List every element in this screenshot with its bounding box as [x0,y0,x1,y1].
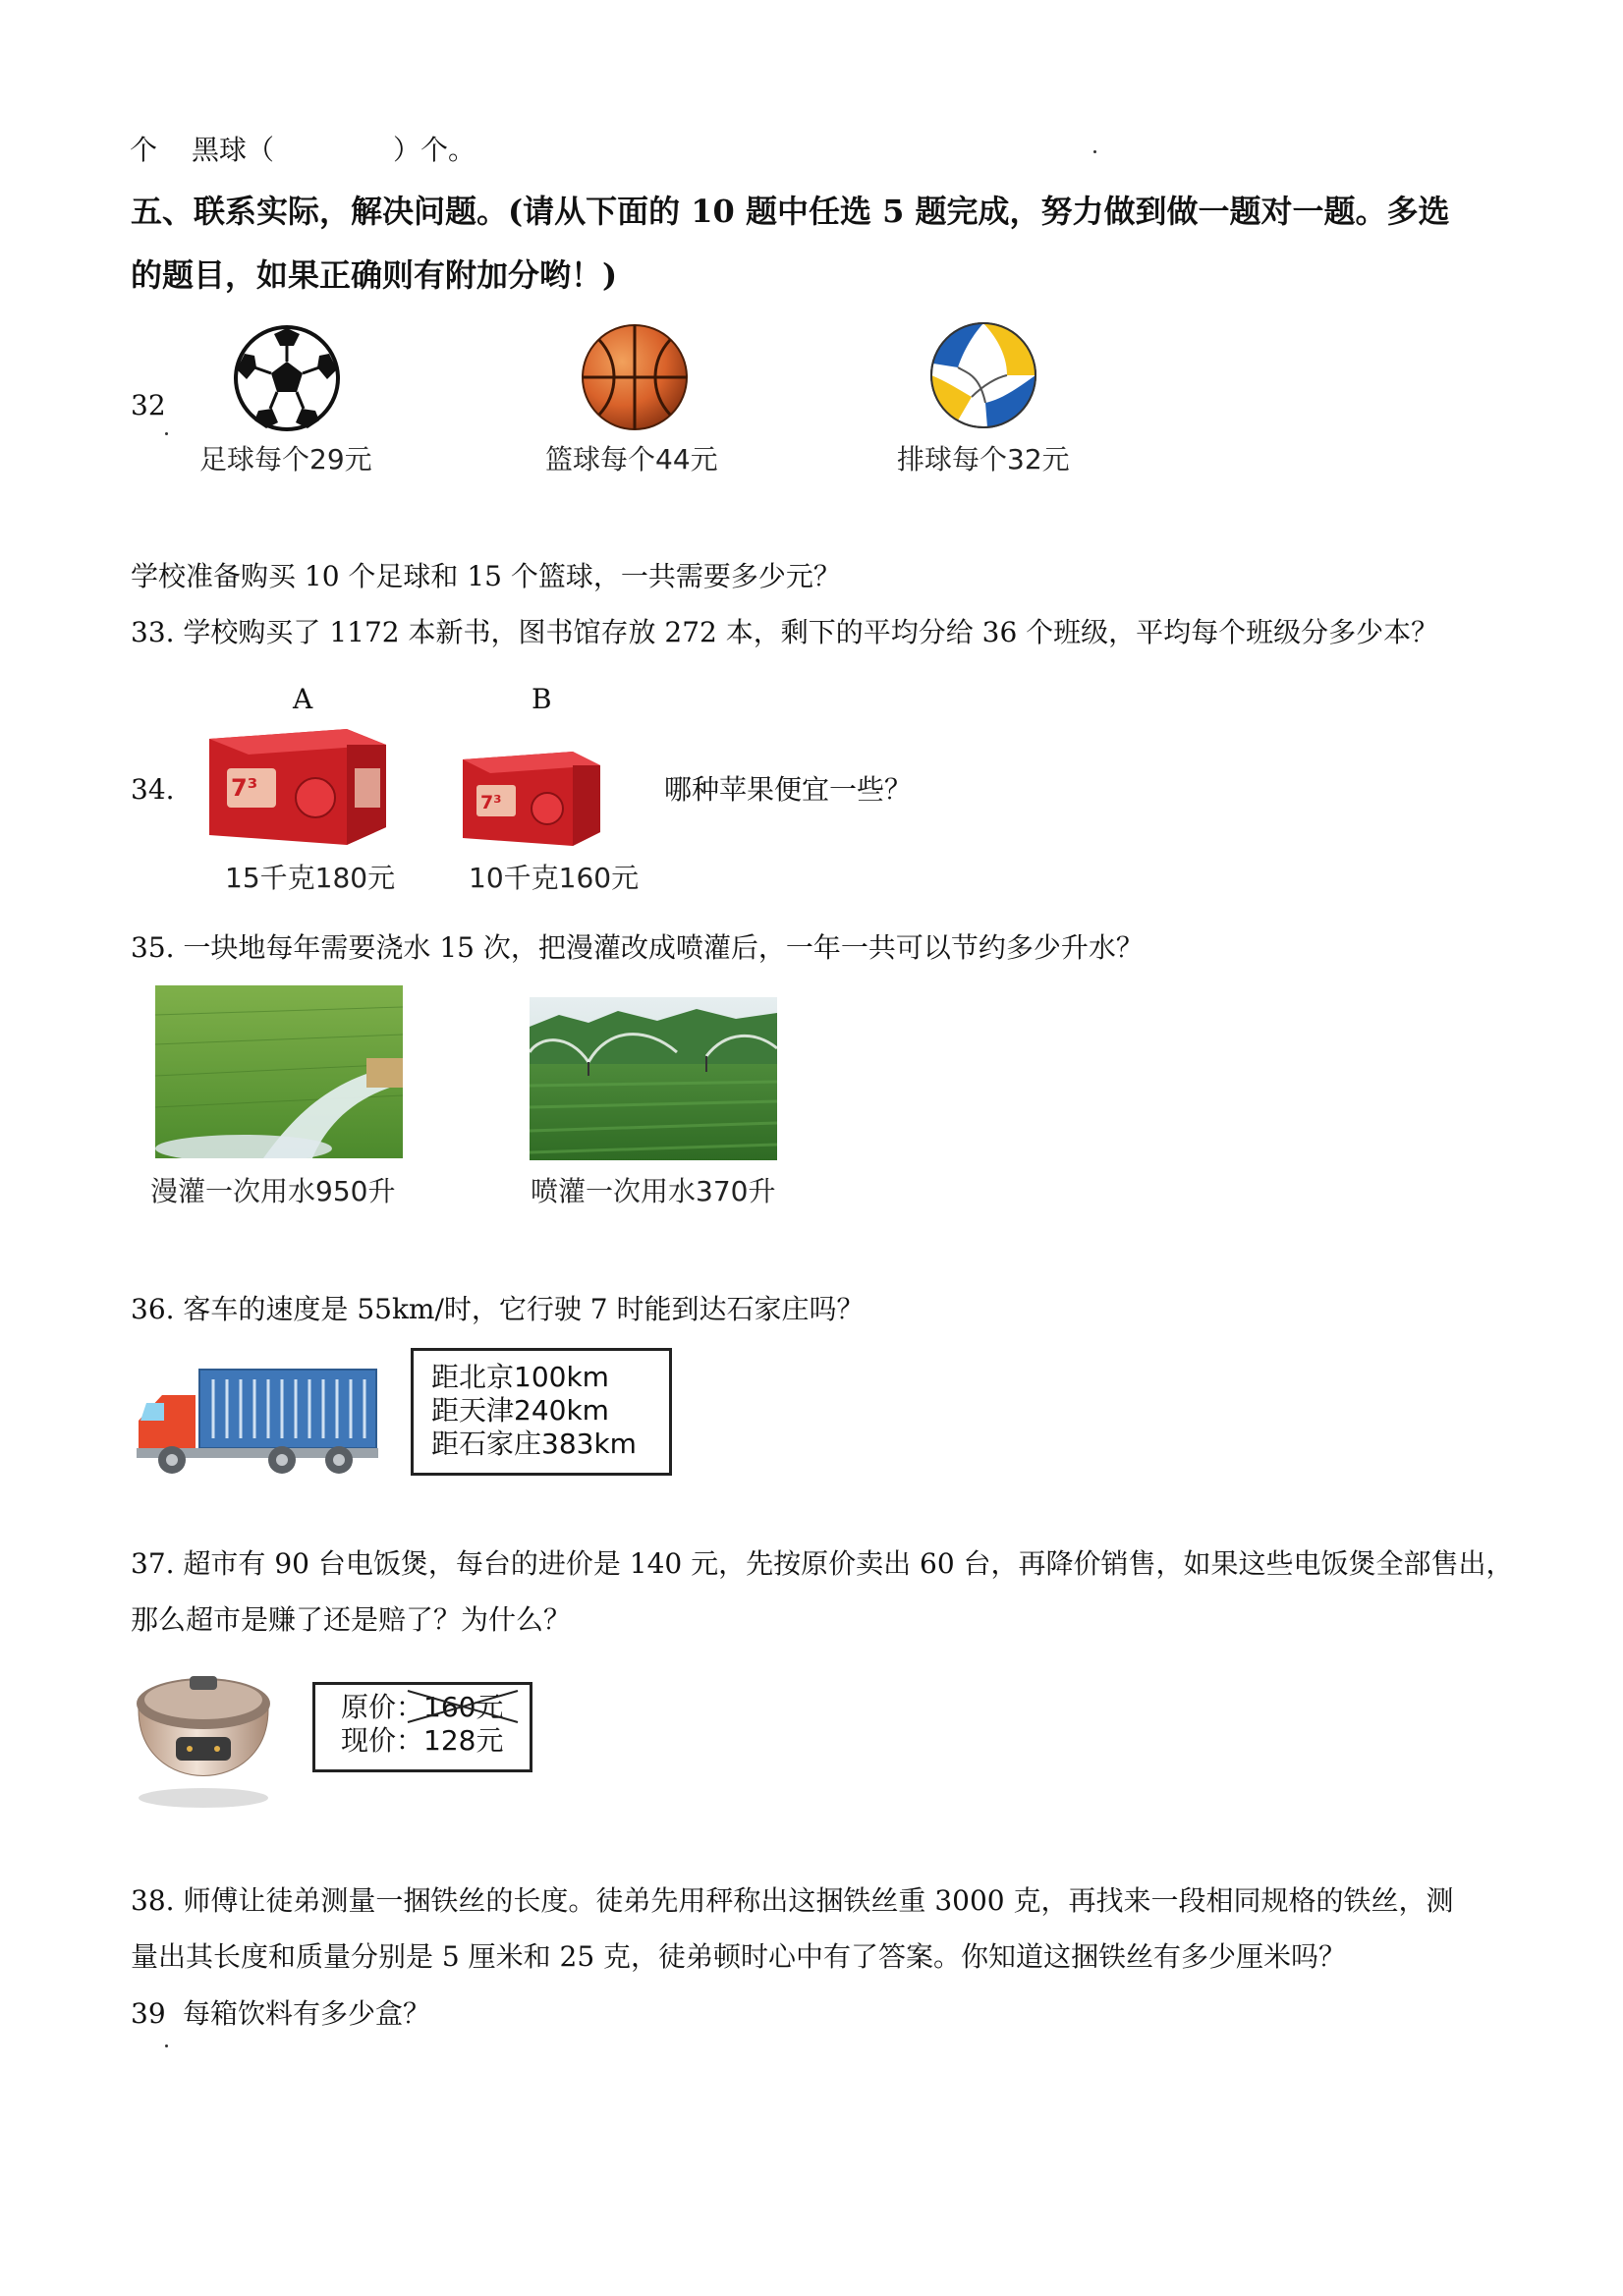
q34-question: 哪种苹果便宜一些？ [664,773,913,806]
distance-tianjin: 距天津240km [431,1394,609,1427]
q34-box-a-caption: 15千克180元 [225,862,396,894]
q34-box-b-caption: 10千克160元 [469,862,640,894]
top-line-right: ）个。 [393,134,476,166]
q32-question: 学校准备购买 10 个足球和 15 个篮球，一共需要多少元？ [131,560,841,592]
svg-text:7³: 7³ [480,792,502,813]
q33-text: 33. 学校购买了 1172 本新书，图书馆存放 272 本，剩下的平均分给 36 个班级，平均每个班级分多少本？ [131,616,1439,648]
apple-box-b-image [457,742,604,848]
q32-dot [165,432,168,435]
q34-box-a-label: A [293,683,313,715]
q34-box-b-label: B [532,683,552,715]
q35-text: 35. 一块地每年需要浇水 15 次，把漫灌改成喷灌后，一年一共可以节约多少升水？ [131,931,1144,964]
q39-dot [165,2044,168,2047]
original-price: 原价：160元 [341,1691,504,1723]
current-price: 现价：128元 [341,1724,504,1757]
q38-line1: 38. 师傅让徒弟测量一捆铁丝的长度。徒弟先用秤称出这捆铁丝重 3000 克，再找来一段相同规格的铁丝，测 [131,1884,1454,1917]
distance-signboard [411,1348,672,1476]
sprinkler-caption: 喷灌一次用水370升 [531,1175,776,1207]
q38-line2: 量出其长度和质量分别是 5 厘米和 25 克，徒弟顿时心中有了答案。你知道这捆铁丝有多少厘米吗？ [131,1940,1347,1973]
q37-line2: 那么超市是赚了还是赔了？为什么？ [131,1603,572,1636]
price-crossout [404,1687,522,1724]
flood-caption: 漫灌一次用水950升 [150,1175,396,1207]
q37-line1: 37. 超市有 90 台电饭煲，每台的进价是 140 元，先按原价卖出 60 台，再降价销售，如果这些电饭煲全部售出， [131,1547,1514,1580]
price-tag-box [312,1682,532,1772]
q34-number: 34. [131,773,175,806]
volleyball-caption: 排球每个32元 [897,443,1070,476]
soccer-caption: 足球每个29元 [199,443,372,476]
rice-cooker-image [131,1660,276,1812]
apple-box-a-image [199,717,390,847]
q36-text: 36. 客车的速度是 55km/时，它行驶 7 时能到达石家庄吗？ [131,1293,865,1325]
distance-shijiazhuang: 距石家庄383km [431,1428,637,1460]
truck-image [135,1366,380,1476]
basketball-icon [580,322,690,432]
section-five-line2: 的题目，如果正确则有附加分哟！) [131,256,618,294]
stray-dot [1093,150,1096,153]
svg-text:7³: 7³ [231,774,258,802]
sprinkler-irrigation-photo [530,997,777,1160]
top-line-left: 个 [130,134,158,166]
distance-beijing: 距北京100km [431,1361,609,1393]
basketball-caption: 篮球每个44元 [545,443,718,476]
q39-text: 每箱饮料有多少盒？ [183,1997,431,2030]
top-line-mid: 黑球（ [192,134,275,166]
flood-irrigation-photo [155,985,403,1158]
section-five-line1: 五、联系实际，解决问题。(请从下面的 10 题中任选 5 题完成，努力做到做一题对一题。多选 [131,193,1450,230]
q39-number: 39 [131,1997,166,2030]
q32-number: 32 [131,389,166,421]
soccer-ball-icon [233,324,341,432]
volleyball-icon [928,320,1038,430]
